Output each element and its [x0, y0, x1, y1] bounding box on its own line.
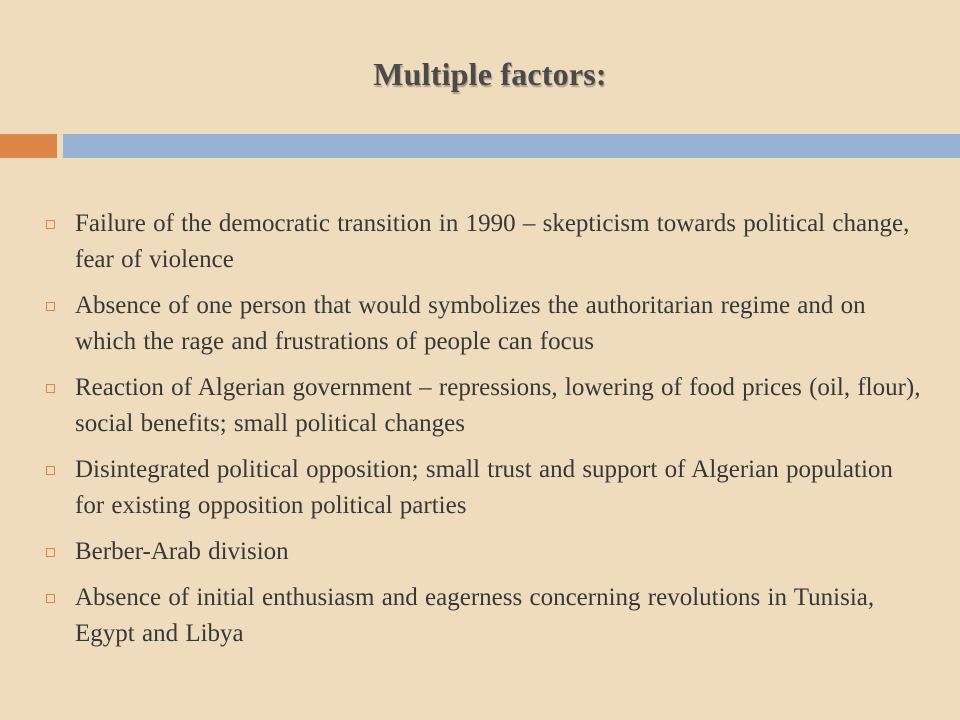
bullet-text: Failure of the democratic transition in 1990 – skepticism towards political change, fear of violence: [75, 210, 910, 273]
slide-title: Multiple factors:: [373, 56, 607, 92]
bullet-text: Disintegrated political opposition; small trust and support of Algerian population for existing opposition political parties: [75, 456, 893, 519]
hollow-square-icon: [46, 466, 55, 475]
bullet-item-3: [44, 370, 924, 442]
bullet-text: Berber-Arab division: [75, 538, 289, 565]
hollow-square-icon: [46, 384, 55, 393]
bullet-list: [44, 206, 924, 662]
accent-bar-blue: [63, 134, 960, 158]
bullet-item-6: [44, 580, 924, 652]
bullet-item-1: [44, 206, 924, 278]
hollow-square-icon: [46, 302, 55, 311]
hollow-square-icon: [46, 548, 55, 557]
bullet-item-2: [44, 288, 924, 360]
hollow-square-icon: [46, 220, 55, 229]
bullet-item-4: [44, 452, 924, 524]
bullet-item-5: [44, 534, 924, 570]
accent-bar-orange: [0, 134, 57, 158]
hollow-square-icon: [46, 594, 55, 603]
bullet-text: Absence of one person that would symbolizes the authoritarian regime and on which the rage and frustrations of people can focus: [75, 292, 866, 355]
bullet-text: Absence of initial enthusiasm and eagerness concerning revolutions in Tunisia, Egypt and Libya: [75, 584, 875, 647]
bullet-text: Reaction of Algerian government – repressions, lowering of food prices (oil, flour), social benefits; small political changes: [75, 374, 921, 437]
